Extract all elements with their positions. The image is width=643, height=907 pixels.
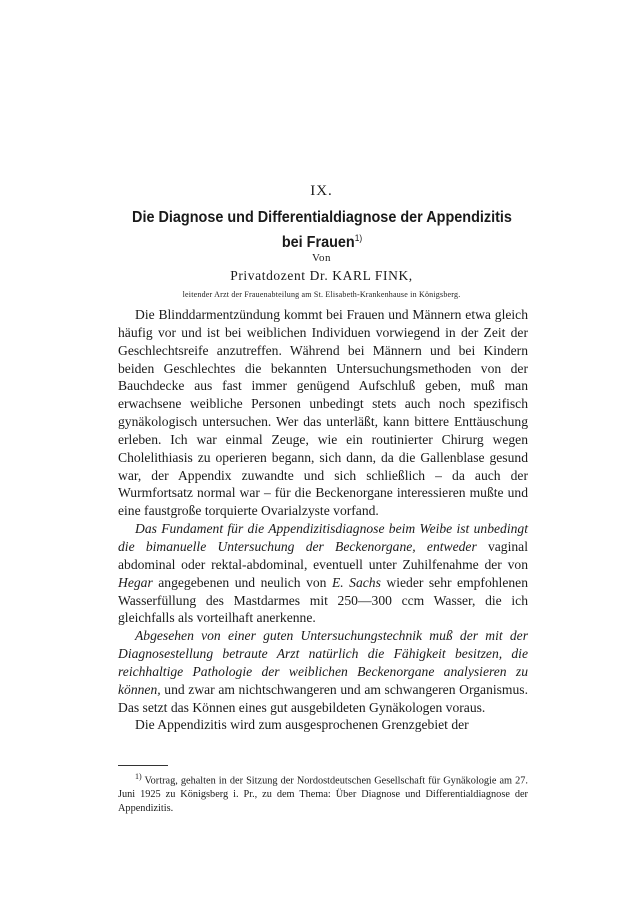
text-segment: Die Appendizitis wird zum ausgesprochenen Grenzgebiet der bbox=[135, 717, 469, 733]
text-segment: und zwar am nichtschwangeren und am schwangeren Organismus. Das setzt das Können eines gut ausgebildeten Gynäkologen voraus. bbox=[118, 681, 528, 715]
author-ref-hegar: Hegar bbox=[118, 574, 153, 590]
footnote-marker: 1) bbox=[135, 772, 142, 781]
author-ref-sachs: E. Sachs bbox=[331, 574, 381, 590]
byline-von: Von bbox=[311, 252, 332, 264]
author-affiliation: leitender Arzt der Frauenabteilung am St. Elisabeth-Krankenhause in Königsberg. bbox=[182, 290, 461, 299]
paragraph-4 bbox=[118, 716, 528, 734]
text-segment-italic: Das Fundament für die Appendizitisdiagnose beim Weibe ist unbedingt die bimanuelle Untersuchung der Beckenorgane, entweder bbox=[118, 521, 528, 554]
footnote-divider bbox=[118, 765, 168, 766]
footnote bbox=[118, 770, 528, 816]
paragraph-2 bbox=[118, 520, 528, 627]
article-title bbox=[123, 207, 521, 253]
title-footnote-ref: 1) bbox=[354, 233, 363, 243]
body-text bbox=[118, 306, 528, 734]
paragraph-1 bbox=[118, 306, 528, 520]
text-segment: angegebenen und neulich von bbox=[152, 574, 332, 590]
article-title-text: Die Diagnose und Differentialdiagnose der Appendizitis bei Frauen bbox=[132, 209, 512, 252]
text-segment: Die Blinddarmentzündung kommt bei Frauen und Männern etwa gleich häufig vor und ist bei weiblichen Individuen vorwiegend in der Zeit der Geschlechtsreife anzutreffen. Während bei Männern und bei Kindern beiden Geschlechtes die bekannten Untersuchungsmethoden von der Bauchdecke aus fast immer genügend Aufschluß geben, muß man erwachsene weibliche Personen unbedingt stets auch noch spezifisch gynäkologisch untersuchen. Wer das unterläßt, kann bittere Enttäuschung erleben. Ich war einmal Zeuge, wie ein routinierter Chirurg wegen Cholelithiasis zu operieren begann, sich dann, da die Gallenblase gesund war, der Appendix zuwandte und sich schließlich – da auch der Wurmfortsatz normal war – für die Beckenorgane interessieren mußte und eine faustgroße torquierte Ovarialzyste vorfand. bbox=[118, 307, 528, 519]
footnote-text: Vortrag, gehalten in der Sitzung der Nordostdeutschen Gesellschaft für Gynäkologie am 27. Juni 1925 zu Königsberg i. Pr., zu dem Thema: Über Diagnose und Differentialdiagnose der Appendizitis. bbox=[118, 775, 528, 815]
text-segment: vaginal abdominal oder rektal-abdominal, eventuell unter Zuhilfenahme der von bbox=[118, 538, 528, 572]
author-name: Privatdozent Dr. KARL FINK, bbox=[230, 268, 413, 283]
text-segment: wieder sehr empfohlenen Wasserfüllung des Mastdarmes mit 250—300 ccm Wasser, die ich gleichfalls als vorteilhaft anerkenne. bbox=[118, 574, 528, 626]
chapter-number: IX. bbox=[310, 183, 333, 199]
text-segment-italic: Abgesehen von einer guten Untersuchungstechnik muß der mit der Diagnosestellung betraute Arzt natürlich die Fähigkeit besitzen, die reichhaltige Pathologie der weiblichen Beckenorgane analysieren zu können, bbox=[118, 628, 528, 697]
paragraph-3 bbox=[118, 627, 528, 716]
